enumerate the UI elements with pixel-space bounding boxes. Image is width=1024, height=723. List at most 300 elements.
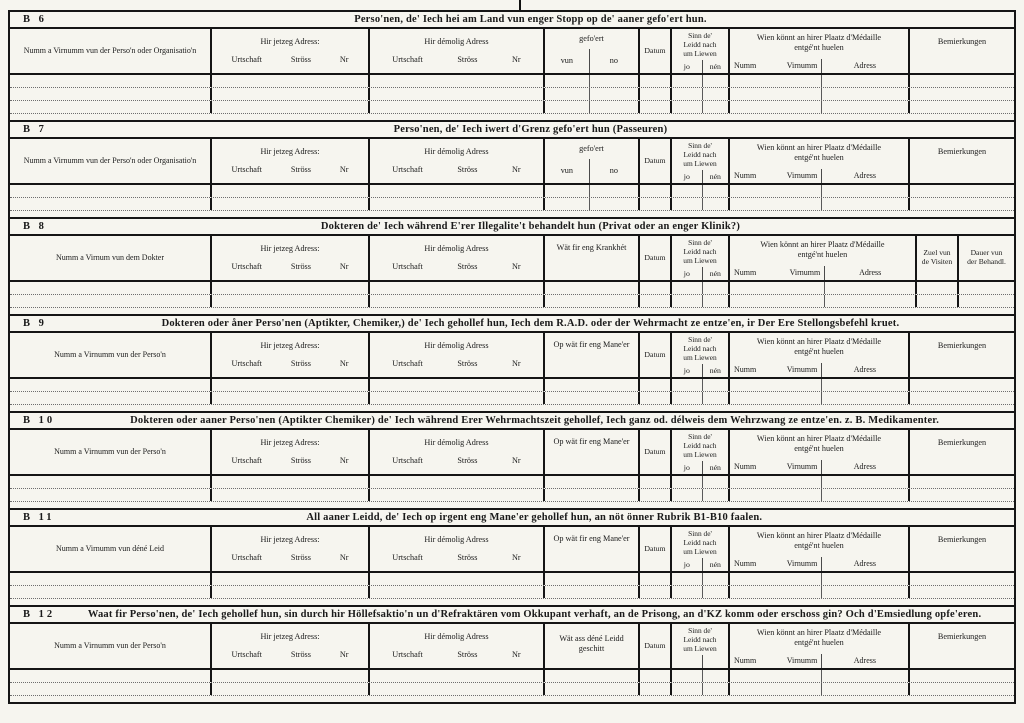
section-b11 [10, 510, 1014, 607]
cell-maneer [543, 573, 638, 585]
col-header-gefoert [543, 139, 638, 183]
virnumm-label: Virnumm [786, 656, 818, 666]
col-header-bemierkungen: Bemierkungen [908, 430, 1014, 474]
col-header-maneer: Op wät fir eng Mane'er [543, 430, 638, 474]
sinn-label-1: Sinn de' [688, 31, 712, 40]
cell-maneer [543, 476, 638, 488]
col-header-wien [728, 527, 908, 571]
section-b7 [10, 122, 1014, 219]
nr-label: Nr [512, 359, 521, 369]
jo-label: jo [683, 269, 690, 278]
col-header-jetzeg-adress [210, 430, 368, 474]
col-header-jetzeg-adress [210, 236, 368, 280]
wien-label-2: entgé'nt huelen [794, 346, 844, 356]
urtschaft-label: Urtschaft [392, 456, 423, 466]
jo-label: jo [683, 172, 690, 181]
data-row [10, 392, 1014, 405]
col-header-name: Numm a Virnum vun dem Dokter [55, 253, 165, 263]
cell-dauer [957, 282, 1014, 294]
wien-label-2: entgé'nt huelen [794, 540, 844, 550]
cell-name [10, 476, 210, 488]
section-title: Perso'nen, de' Iech hei am Land vun enger Stopp op de' aaner gefo'ert hun. [354, 14, 707, 25]
data-row [10, 101, 1014, 114]
numm-label: Numm [734, 365, 757, 375]
section-title: Dokteren oder aaner Perso'nen (Aptikter Chemiker) de' Iech während Erer Wehrmachtszeit gehollef, Iech ganz od. délweis dem Wehrzwang ze entze'en. z. B. Medikamenter. [130, 415, 940, 426]
stross-label: Ströss [290, 262, 311, 272]
cell-datum [638, 476, 670, 488]
demolig-adress-label: Hir démolig Adress [424, 147, 489, 157]
urtschaft-label: Urtschaft [231, 553, 262, 563]
col-header-demolig-adress [368, 29, 543, 73]
cell-wien [728, 282, 915, 294]
section-title-bar [10, 607, 1014, 624]
col-header-bemierkungen: Bemierkungen [908, 333, 1014, 377]
cell-bemierkungen [908, 198, 1014, 210]
cell-sinn [670, 101, 728, 113]
fold-mark [519, 0, 521, 10]
jetzeg-adress-label: Hir jetzeg Adress: [260, 37, 320, 47]
gefoert-label: gefo'ert [579, 144, 604, 153]
wien-label-2: entgé'nt huelen [794, 152, 844, 162]
column-headers [10, 527, 1014, 573]
cell-jetzeg-adress [210, 282, 368, 294]
nen-label: nén [702, 267, 728, 280]
cell-gefoert [543, 75, 638, 87]
cell-name [10, 282, 210, 294]
cell-demolig-adress [368, 295, 543, 307]
col-header-wien [728, 139, 908, 183]
col-header-jetzeg-adress [210, 333, 368, 377]
nr-label: Nr [339, 553, 349, 563]
section-id: B 7 [23, 124, 47, 135]
cell-wien [728, 75, 908, 87]
numm-label: Numm [734, 268, 757, 278]
sinn-label-2: Leidd nach [683, 247, 717, 256]
col-header-demolig-adress [368, 236, 543, 280]
col-header-sinn [670, 527, 728, 571]
jetzeg-adress-label: Hir jetzeg Adress: [260, 438, 320, 448]
nr-label: Nr [512, 262, 521, 272]
section-title: Dokteren de' Iech während E'rer Illegalite't behandelt hun (Privat oder an enger Klinik?) [320, 221, 741, 232]
zuel-label-1: Zuel vun [923, 248, 951, 258]
cell-demolig-adress [368, 282, 543, 294]
column-headers [10, 139, 1014, 185]
wien-label-1: Wien könnt an hirer Plaatz d'Médaille [756, 531, 882, 540]
sinn-label-2: Leidd nach [683, 150, 717, 159]
cell-bemierkungen [908, 670, 1014, 682]
vun-label: vun [560, 56, 573, 66]
cell-demolig-adress [368, 101, 543, 113]
cell-bemierkungen [908, 392, 1014, 404]
column-headers [10, 29, 1014, 75]
nr-label: Nr [339, 359, 349, 369]
cell-bemierkungen [908, 683, 1014, 695]
cell-bemierkungen [908, 379, 1014, 391]
cell-name [10, 670, 210, 682]
urtschaft-label: Urtschaft [392, 359, 423, 369]
cell-bemierkungen [908, 573, 1014, 585]
nen-label: nén [702, 364, 728, 377]
sinn-label-2: Leidd nach [683, 441, 717, 450]
adress-label: Adress [821, 363, 908, 377]
stross-label: Ströss [457, 165, 478, 175]
data-rows [10, 670, 1014, 702]
data-rows [10, 379, 1014, 411]
cell-gefoert [543, 185, 638, 197]
col-header-zuel-visiten [915, 236, 957, 280]
cell-name [10, 379, 210, 391]
data-row [10, 573, 1014, 586]
urtschaft-label: Urtschaft [231, 55, 262, 65]
numm-label: Numm [734, 559, 757, 569]
sinn-label-3: um Liewen [683, 256, 717, 265]
numm-label: Numm [734, 61, 757, 71]
cell-wien [728, 101, 908, 113]
cell-wien [728, 573, 908, 585]
cell-bemierkungen [908, 88, 1014, 100]
data-row [10, 670, 1014, 683]
cell-sinn [670, 88, 728, 100]
data-rows [10, 75, 1014, 120]
section-b8 [10, 219, 1014, 316]
nr-label: Nr [512, 553, 521, 563]
section-b6 [10, 12, 1014, 122]
data-row [10, 476, 1014, 489]
nr-label: Nr [339, 165, 349, 175]
cell-demolig-adress [368, 198, 543, 210]
col-header-jetzeg-adress [210, 139, 368, 183]
section-title: Dokteren oder åner Perso'nen (Aptikter, Chemiker,) de' Iech gehollef hun, Iech dem R.A.D. oder der Wehrmacht ze entze'en, ir Der Ere Stellongsbefehl kruet. [161, 318, 900, 329]
section-b10 [10, 413, 1014, 510]
section-id: B 8 [23, 221, 47, 232]
cell-datum [638, 75, 670, 87]
col-header-jetzeg-adress [210, 624, 368, 668]
urtschaft-label: Urtschaft [231, 165, 262, 175]
stross-label: Ströss [457, 456, 478, 466]
stross-label: Ströss [290, 650, 311, 660]
cell-wien [728, 88, 908, 100]
section-title-bar [10, 510, 1014, 527]
cell-name [10, 198, 210, 210]
col-header-wien [728, 333, 908, 377]
col-header-datum: Datum [638, 624, 670, 668]
no-label: no [589, 49, 638, 73]
section-title-bar [10, 122, 1014, 139]
col-header-bemierkungen: Bemierkungen [908, 139, 1014, 183]
adress-label: Adress [821, 59, 908, 73]
sinn-label-1: Sinn de' [688, 626, 712, 635]
nr-label: Nr [339, 55, 349, 65]
cell-demolig-adress [368, 573, 543, 585]
sinn-label-1: Sinn de' [688, 432, 712, 441]
section-title-bar [10, 12, 1014, 29]
stross-label: Ströss [290, 55, 311, 65]
urtschaft-label: Urtschaft [231, 359, 262, 369]
sinn-label-2: Leidd nach [683, 635, 717, 644]
cell-maneer [543, 379, 638, 391]
wien-label-2: entgé'nt huelen [797, 249, 848, 259]
cell-datum [638, 489, 670, 501]
column-headers [10, 236, 1014, 282]
cell-demolig-adress [368, 489, 543, 501]
jo-label: jo [683, 463, 690, 472]
urtschaft-label: Urtschaft [231, 650, 262, 660]
col-header-wien [728, 236, 915, 280]
sinn-label-3: um Liewen [683, 49, 717, 58]
virnumm-label: Virnumm [786, 61, 818, 71]
cell-jetzeg-adress [210, 101, 368, 113]
cell-maneer [543, 392, 638, 404]
col-header-name: Numm a Virnumm vun der Perso'n [54, 350, 166, 360]
cell-bemierkungen [908, 586, 1014, 598]
cell-datum [638, 379, 670, 391]
cell-demolig-adress [368, 379, 543, 391]
cell-name [10, 88, 210, 100]
nr-label: Nr [339, 456, 349, 466]
virnumm-label: Virnumm [789, 268, 821, 278]
jetzeg-adress-label: Hir jetzeg Adress: [260, 147, 320, 157]
cell-jetzeg-adress [210, 476, 368, 488]
wien-label-2: entgé'nt huelen [794, 443, 844, 453]
stross-label: Ströss [290, 359, 311, 369]
stross-label: Ströss [457, 262, 478, 272]
data-row [10, 586, 1014, 599]
col-header-demolig-adress [368, 333, 543, 377]
sinn-label-3: um Liewen [683, 159, 717, 168]
cell-jetzeg-adress [210, 75, 368, 87]
section-id: B 6 [23, 14, 47, 25]
nr-label: Nr [339, 262, 349, 272]
cell-dauer [957, 295, 1014, 307]
data-row [10, 379, 1014, 392]
section-title: Waat fir Perso'nen, de' Iech gehollef hun, sin durch hir Höllefsaktio'n un d'Refraktären vom Okkupant verhaft, an de Prisong, an d'KZ komm oder erschoss gin? Och d'Emsiedlung opfe'eren. [87, 609, 982, 620]
nen-label: nén [702, 558, 728, 571]
cell-demolig-adress [368, 670, 543, 682]
sinn-label-2: Leidd nach [683, 344, 717, 353]
cell-datum [638, 392, 670, 404]
data-row [10, 683, 1014, 696]
cell-jetzeg-adress [210, 586, 368, 598]
col-header-maneer: Op wät fir eng Mane'er [543, 333, 638, 377]
urtschaft-label: Urtschaft [231, 456, 262, 466]
adress-label: Adress [821, 169, 908, 183]
gefoert-label: gefo'ert [579, 34, 604, 43]
adress-label: Adress [821, 557, 908, 571]
stross-label: Ströss [457, 553, 478, 563]
form-document [8, 10, 1016, 704]
col-header-bemierkungen: Bemierkungen [908, 527, 1014, 571]
cell-bemierkungen [908, 185, 1014, 197]
cell-wien [728, 489, 908, 501]
cell-zuel [915, 295, 957, 307]
demolig-adress-label: Hir démolig Adress [424, 632, 489, 642]
urtschaft-label: Urtschaft [392, 165, 423, 175]
cell-maneer [543, 489, 638, 501]
col-header-sinn [670, 624, 728, 668]
section-id: B 11 [23, 512, 55, 523]
cell-wien [728, 379, 908, 391]
cell-krankheet [543, 295, 638, 307]
cell-datum [638, 185, 670, 197]
section-id: B 9 [23, 318, 47, 329]
cell-datum [638, 88, 670, 100]
stross-label: Ströss [457, 650, 478, 660]
demolig-adress-label: Hir démolig Adress [424, 244, 489, 254]
data-row [10, 198, 1014, 211]
urtschaft-label: Urtschaft [392, 650, 423, 660]
nen-label: nén [702, 461, 728, 474]
cell-name [10, 586, 210, 598]
data-row [10, 88, 1014, 101]
demolig-adress-label: Hir démolig Adress [424, 341, 489, 351]
cell-datum [638, 295, 670, 307]
cell-wien [728, 185, 908, 197]
demolig-adress-label: Hir démolig Adress [424, 438, 489, 448]
col-header-bemierkungen: Bemierkungen [908, 624, 1014, 668]
col-header-name: Numm a Virnumm vun der Perso'n oder Organisatio'n [23, 46, 197, 56]
cell-wien [728, 476, 908, 488]
urtschaft-label: Urtschaft [392, 55, 423, 65]
column-headers [10, 624, 1014, 670]
numm-label: Numm [734, 171, 757, 181]
cell-zuel [915, 282, 957, 294]
col-header-demolig-adress [368, 430, 543, 474]
col-header-gefoert [543, 29, 638, 73]
sinn-label-1: Sinn de' [688, 141, 712, 150]
urtschaft-label: Urtschaft [392, 553, 423, 563]
wien-label-1: Wien könnt an hirer Plaatz d'Médaille [756, 143, 882, 152]
cell-wien [728, 295, 915, 307]
cell-demolig-adress [368, 185, 543, 197]
zuel-label-2: de Visiten [921, 257, 953, 266]
col-header-demolig-adress [368, 527, 543, 571]
cell-sinn [670, 185, 728, 197]
data-rows [10, 573, 1014, 605]
cell-gefoert [543, 88, 638, 100]
cell-datum [638, 683, 670, 695]
jetzeg-adress-label: Hir jetzeg Adress: [260, 341, 320, 351]
cell-wien [728, 198, 908, 210]
column-headers [10, 430, 1014, 476]
nr-label: Nr [512, 456, 521, 466]
col-header-sinn [670, 333, 728, 377]
cell-jetzeg-adress [210, 670, 368, 682]
wien-label-1: Wien könnt an hirer Plaatz d'Médaille [756, 628, 882, 637]
cell-bemierkungen [908, 489, 1014, 501]
cell-wien [728, 392, 908, 404]
jo-label: jo [683, 560, 690, 569]
vun-label: vun [560, 166, 573, 176]
col-header-sinn [670, 29, 728, 73]
cell-datum [638, 198, 670, 210]
cell-jetzeg-adress [210, 185, 368, 197]
cell-bemierkungen [908, 75, 1014, 87]
dauer-label-2: der Behandl. [967, 257, 1006, 266]
data-row [10, 75, 1014, 88]
cell-gefoert [543, 198, 638, 210]
col-header-waat-geschitt: Wät ass déné Leidd geschitt [543, 624, 638, 668]
jetzeg-adress-label: Hir jetzeg Adress: [260, 535, 320, 545]
cell-datum [638, 101, 670, 113]
jetzeg-adress-label: Hir jetzeg Adress: [260, 632, 320, 642]
cell-jetzeg-adress [210, 295, 368, 307]
stross-label: Ströss [457, 55, 478, 65]
section-title-bar [10, 413, 1014, 430]
cell-waat-geschitt [543, 683, 638, 695]
cell-jetzeg-adress [210, 198, 368, 210]
virnumm-label: Virnumm [786, 171, 818, 181]
cell-sinn [670, 198, 728, 210]
nen-label: nén [702, 170, 728, 183]
cell-jetzeg-adress [210, 683, 368, 695]
col-header-demolig-adress [368, 624, 543, 668]
cell-jetzeg-adress [210, 489, 368, 501]
cell-krankheet [543, 282, 638, 294]
cell-sinn [670, 670, 728, 682]
stross-label: Ströss [290, 553, 311, 563]
stross-label: Ströss [290, 456, 311, 466]
jo-label: jo [683, 62, 690, 71]
section-b9 [10, 316, 1014, 413]
wien-label-1: Wien könnt an hirer Plaatz d'Médaille [756, 434, 882, 443]
sinn-label-3: um Liewen [683, 353, 717, 362]
column-headers [10, 333, 1014, 379]
section-id: B 12 [23, 609, 56, 620]
cell-demolig-adress [368, 586, 543, 598]
col-header-name: Numm a Virnumm vun der Perso'n [54, 641, 166, 651]
data-rows [10, 185, 1014, 217]
cell-name [10, 392, 210, 404]
data-row [10, 295, 1014, 308]
cell-demolig-adress [368, 683, 543, 695]
adress-label: Adress [821, 460, 908, 474]
cell-demolig-adress [368, 88, 543, 100]
cell-name [10, 295, 210, 307]
section-b12 [10, 607, 1014, 702]
sinn-label-3: um Liewen [683, 547, 717, 556]
wien-label-1: Wien könnt an hirer Plaatz d'Médaille [756, 337, 882, 346]
wien-label-2: entgé'nt huelen [794, 42, 844, 52]
cell-bemierkungen [908, 101, 1014, 113]
section-title-bar [10, 219, 1014, 236]
col-header-name: Numm a Virnumm vun der Perso'n oder Organisatio'n [23, 156, 197, 166]
data-rows [10, 476, 1014, 508]
col-header-datum: Datum [638, 527, 670, 571]
adress-label: Adress [824, 266, 915, 280]
col-header-demolig-adress [368, 139, 543, 183]
demolig-adress-label: Hir démolig Adress [424, 37, 489, 47]
col-header-wien [728, 624, 908, 668]
stross-label: Ströss [457, 359, 478, 369]
col-header-sinn [670, 236, 728, 280]
cell-sinn [670, 683, 728, 695]
cell-sinn [670, 75, 728, 87]
sinn-label-3: um Liewen [683, 450, 717, 459]
numm-label: Numm [734, 462, 757, 472]
section-title-bar [10, 316, 1014, 333]
nen-cell-empty [702, 655, 728, 668]
urtschaft-label: Urtschaft [392, 262, 423, 272]
nr-label: Nr [512, 650, 521, 660]
cell-sinn [670, 295, 728, 307]
nen-label: nén [702, 60, 728, 73]
urtschaft-label: Urtschaft [231, 262, 262, 272]
col-header-wien [728, 29, 908, 73]
numm-label: Numm [734, 656, 757, 666]
cell-jetzeg-adress [210, 573, 368, 585]
wien-label-1: Wien könnt an hirer Plaatz d'Médaille [760, 240, 885, 249]
col-header-datum: Datum [638, 430, 670, 474]
